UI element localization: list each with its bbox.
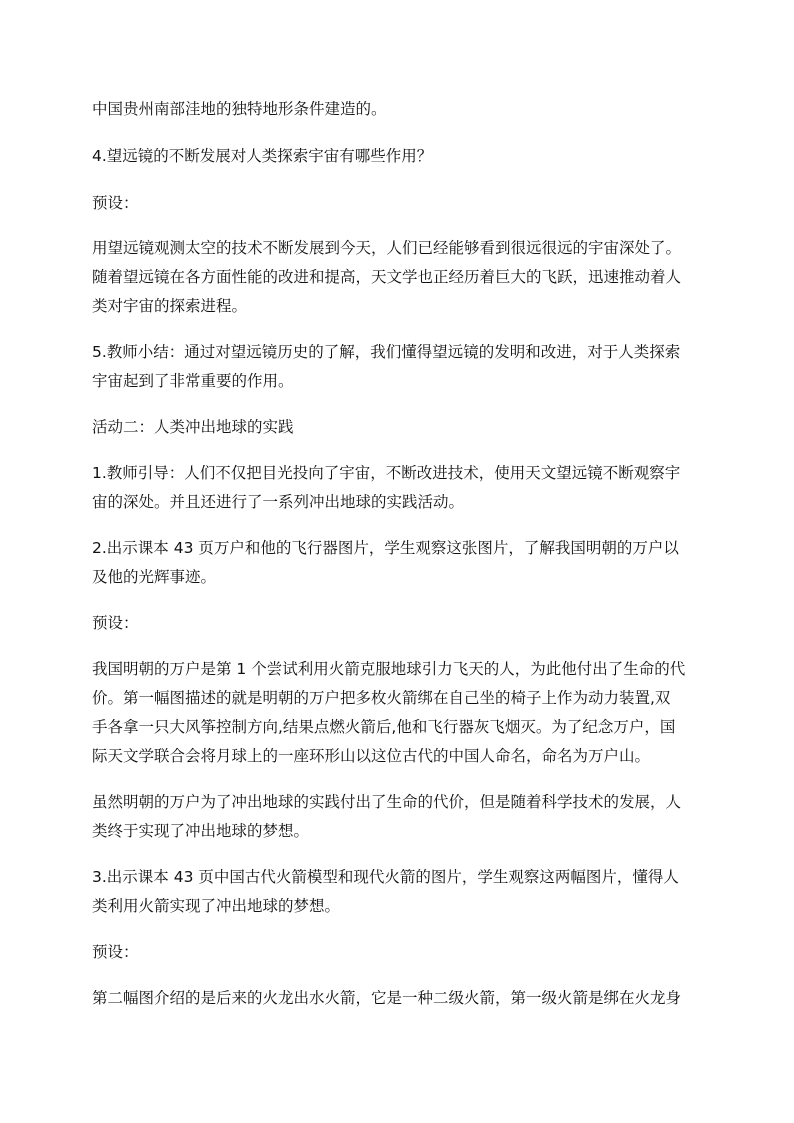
text-line: 3.出示课本 43 页中国古代火箭模型和现代火箭的图片，学生观察这两幅图片，懂得人 [92, 868, 679, 886]
preset-label: 预设： [92, 194, 139, 212]
text-line: 随着望远镜在各方面性能的改进和提高，天文学也正经历着巨大的飞跃，迅速推动着人 [92, 268, 682, 286]
text-line: 价。第一幅图描述的就是明朝的万户把多枚火箭绑在自己坐的椅子上作为动力装置,双 [92, 689, 671, 707]
text-line: 手各拿一只大风筝控制方向,结果点燃火箭后,他和飞行器灰飞烟灭。为了纪念万户，国 [92, 718, 676, 736]
text-line: 类对宇宙的探索进程。 [92, 297, 248, 315]
preset-label: 预设： [92, 614, 139, 632]
preset-label: 预设： [92, 943, 139, 961]
activity-heading: 活动二：人类冲出地球的实践 [92, 418, 294, 436]
text-line: 用望远镜观测太空的技术不断发展到今天，人们已经能够看到很远很远的宇宙深处了。 [92, 239, 682, 257]
text-line: 际天文学联合会将月球上的一座环形山以这位古代的中国人命名，命名为万户山。 [92, 747, 651, 765]
text-line: 宙的深处。并且还进行了一系列冲出地球的实践活动。 [92, 493, 465, 511]
summary-line: 5.教师小结：通过对望远镜历史的了解，我们懂得望远镜的发明和改进，对于人类探索 [92, 343, 681, 361]
text-line: 第二幅图介绍的是后来的火龙出水火箭，它是一种二级火箭，第一级火箭是绑在火龙身 [92, 989, 682, 1007]
summary-line: 宇宙起到了非常重要的作用。 [92, 372, 294, 390]
text-line: 中国贵州南部洼地的独特地形条件建造的。 [92, 100, 387, 118]
text-line: 我国明朝的万户是第 1 个尝试利用火箭克服地球引力飞天的人，为此他付出了生命的代 [92, 660, 686, 678]
text-line: 类终于实现了冲出地球的梦想。 [92, 822, 310, 840]
text-line: 类利用火箭实现了冲出地球的梦想。 [92, 897, 341, 915]
text-line: 2.出示课本 43 页万户和他的飞行器图片，学生观察这张图片，了解我国明朝的万户以 [92, 539, 679, 557]
text-line: 虽然明朝的万户为了冲出地球的实践付出了生命的代价，但是随着科学技术的发展，人 [92, 793, 682, 811]
question-heading: 4.望远镜的不断发展对人类探索宇宙有哪些作用？ [92, 147, 433, 165]
text-line: 1.教师引导：人们不仅把目光投向了宇宙，不断改进技术，使用天文望远镜不断观察宇 [92, 464, 681, 482]
text-line: 及他的光辉事迹。 [92, 568, 217, 586]
